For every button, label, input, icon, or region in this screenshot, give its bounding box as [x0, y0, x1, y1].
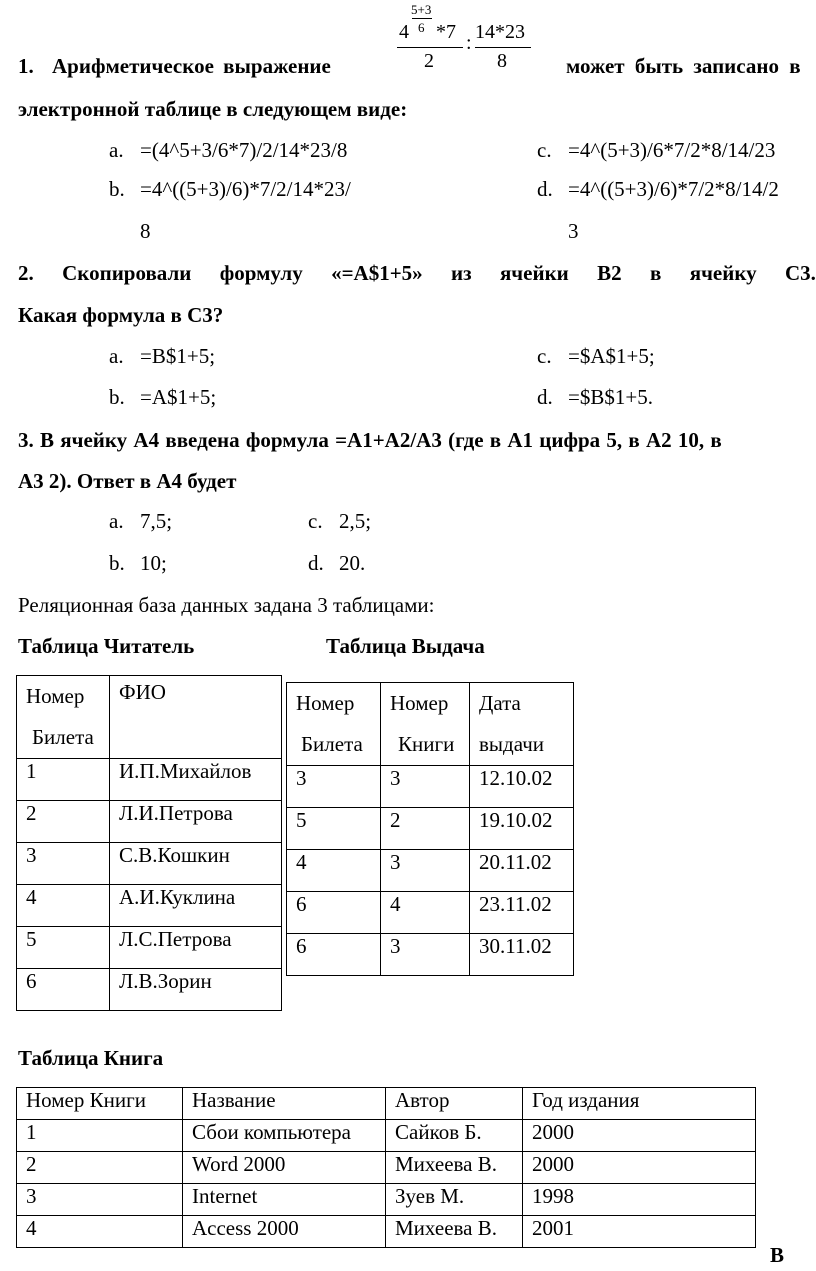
q2-word: Скопировали	[62, 261, 192, 285]
table-cell: А.И.Куклина	[110, 885, 282, 927]
table-cell: 3	[381, 850, 470, 892]
table-cell: 2	[381, 808, 470, 850]
q2-option-c-text: =$A$1+5;	[568, 344, 655, 368]
formula-mul: *7	[436, 21, 456, 43]
header-cell: Год издания	[523, 1088, 756, 1120]
formula-base: 4	[399, 21, 409, 43]
q1-tail: может быть записано в	[566, 54, 801, 78]
q2-word: формулу	[219, 261, 303, 285]
formula-left-den: 2	[424, 50, 434, 72]
header-line: Номер	[390, 691, 449, 715]
table-cell: 4	[287, 850, 381, 892]
q3-option-d-text: 20.	[339, 551, 366, 575]
q3-line1: 3. В ячейку А4 введена формула =А1+А2/А3 (где в А1 цифра 5, в А2 10, в	[18, 428, 722, 452]
q2-option-a-text: =B$1+5;	[140, 344, 216, 368]
table-cell: 2000	[523, 1152, 756, 1184]
issue-table-title: Таблица Выдача	[326, 634, 485, 658]
formula-exp-den: 6	[418, 20, 425, 35]
table-cell: 23.11.02	[470, 892, 574, 934]
q1-option-d-cont: 3	[568, 219, 579, 243]
table-cell: Михеева В.	[386, 1216, 523, 1248]
table-cell: Сбои компьютера	[183, 1120, 386, 1152]
table-row	[17, 927, 282, 969]
q2-option-c-letter: c.	[537, 344, 552, 368]
formula-right-bar	[475, 47, 531, 48]
q1-option-c-text: =4^(5+3)/6*7/2*8/14/23	[568, 138, 776, 162]
q3-option-a-letter: a.	[109, 509, 124, 533]
q2-option-b-letter: b.	[109, 385, 125, 409]
q1-option-b-letter: b.	[109, 177, 125, 201]
table-cell: 1	[17, 1120, 183, 1152]
formula-colon: :	[466, 32, 472, 54]
q2-option-a-letter: a.	[109, 344, 124, 368]
header-cell	[470, 683, 574, 766]
table-row	[17, 969, 282, 1011]
header-line: Номер	[26, 684, 85, 708]
q2-line1	[18, 261, 816, 286]
issue-table	[286, 682, 574, 976]
header-line: Номер	[296, 691, 355, 715]
header-line: Билета	[301, 732, 363, 756]
reader-table	[16, 675, 282, 1011]
header-line: ФИО	[119, 680, 166, 704]
q2-word: ячейки	[499, 261, 569, 285]
q3-option-b-letter: b.	[109, 551, 125, 575]
q2-option-d-letter: d.	[537, 385, 553, 409]
q1-option-b-cont: 8	[140, 219, 151, 243]
table-cell: 2	[17, 801, 110, 843]
table-cell: 4	[17, 1216, 183, 1248]
table-cell: 3	[381, 766, 470, 808]
header-cell	[287, 683, 381, 766]
header-cell: Номер Книги	[17, 1088, 183, 1120]
table-cell: 1	[17, 759, 110, 801]
q2-option-b-text: =A$1+5;	[140, 385, 217, 409]
table-row	[287, 892, 574, 934]
table-cell: 3	[17, 1184, 183, 1216]
table-row	[287, 808, 574, 850]
table-row	[17, 885, 282, 927]
table-cell: Internet	[183, 1184, 386, 1216]
header-cell	[381, 683, 470, 766]
q2-word: B2	[597, 261, 622, 285]
reader-table-title: Таблица Читатель	[18, 634, 195, 658]
table-cell: 2000	[523, 1120, 756, 1152]
table-row	[17, 1152, 756, 1184]
q1-option-b-text: =4^((5+3)/6)*7/2/14*23/	[140, 177, 351, 201]
q1-option-a-letter: a.	[109, 138, 124, 162]
trailing-text: В	[770, 1243, 785, 1267]
q1-lead: Арифметическое выражение	[52, 54, 331, 78]
header-line: Билета	[32, 725, 94, 749]
table-cell: 3	[17, 843, 110, 885]
table-header-row	[17, 676, 282, 759]
header-cell	[110, 676, 282, 759]
table-row	[287, 850, 574, 892]
table-cell: 4	[381, 892, 470, 934]
header-line: Дата	[479, 691, 521, 715]
table-cell: Word 2000	[183, 1152, 386, 1184]
table-header-row	[17, 1088, 756, 1120]
header-cell: Автор	[386, 1088, 523, 1120]
table-row	[17, 843, 282, 885]
table-cell: 2001	[523, 1216, 756, 1248]
q1-option-d-letter: d.	[537, 177, 553, 201]
q2-word: «=A$1+5»	[331, 261, 423, 285]
q1-option-d-text: =4^((5+3)/6)*7/2*8/14/2	[568, 177, 779, 201]
table-cell: 6	[17, 969, 110, 1011]
table-cell: 6	[287, 892, 381, 934]
q2-line2: Какая формула в C3?	[18, 303, 224, 327]
table-row	[17, 801, 282, 843]
table-row	[17, 1216, 756, 1248]
table-cell: 5	[17, 927, 110, 969]
formula-right-den: 8	[497, 50, 507, 72]
q3-option-d-letter: d.	[308, 551, 324, 575]
table-cell: 4	[17, 885, 110, 927]
book-table	[16, 1087, 756, 1248]
table-header-row	[287, 683, 574, 766]
table-cell: Л.В.Зорин	[110, 969, 282, 1011]
table-row	[287, 934, 574, 976]
formula-exp-num: 5+3	[411, 2, 432, 17]
table-cell: 20.11.02	[470, 850, 574, 892]
q3-line2: А3 2). Ответ в А4 будет	[18, 469, 237, 493]
table-cell: Л.С.Петрова	[110, 927, 282, 969]
table-cell: Л.И.Петрова	[110, 801, 282, 843]
book-table-title: Таблица Книга	[18, 1046, 164, 1070]
q2-word: C3.	[785, 261, 816, 285]
table-cell: И.П.Михайлов	[110, 759, 282, 801]
table-cell: С.В.Кошкин	[110, 843, 282, 885]
table-cell: Михеева В.	[386, 1152, 523, 1184]
formula-left-bar	[397, 47, 463, 48]
table-cell: 6	[287, 934, 381, 976]
q3-option-c-letter: c.	[308, 509, 323, 533]
header-line: Книги	[398, 732, 455, 756]
table-cell: 5	[287, 808, 381, 850]
q2-word: ячейку	[689, 261, 757, 285]
intro-text: Реляционная база данных задана 3 таблицами:	[18, 593, 435, 617]
q1-option-a-text: =(4^5+3/6*7)/2/14*23/8	[140, 138, 348, 162]
q1-option-c-letter: c.	[537, 138, 552, 162]
table-row	[17, 1184, 756, 1216]
q2-option-d-text: =$B$1+5.	[568, 385, 653, 409]
formula-right-num: 14*23	[475, 21, 525, 43]
table-cell: 1998	[523, 1184, 756, 1216]
header-cell: Название	[183, 1088, 386, 1120]
table-cell: Зуев М.	[386, 1184, 523, 1216]
table-cell: 30.11.02	[470, 934, 574, 976]
table-row	[287, 766, 574, 808]
q1-line2: электронной таблице в следующем виде:	[18, 97, 408, 121]
table-row	[17, 1120, 756, 1152]
q2-word: в	[650, 261, 662, 285]
table-cell: 3	[287, 766, 381, 808]
q3-option-a-text: 7,5;	[140, 509, 173, 533]
q3-option-c-text: 2,5;	[339, 509, 372, 533]
table-row	[17, 759, 282, 801]
q2-word: 2.	[18, 261, 34, 285]
table-cell: 19.10.02	[470, 808, 574, 850]
formula-exp-bar	[412, 18, 432, 19]
header-line: выдачи	[479, 732, 544, 756]
table-cell: Access 2000	[183, 1216, 386, 1248]
q3-option-b-text: 10;	[140, 551, 167, 575]
table-cell: Сайков Б.	[386, 1120, 523, 1152]
q2-word: из	[451, 261, 472, 285]
header-cell	[17, 676, 110, 759]
table-cell: 3	[381, 934, 470, 976]
q1-number: 1.	[18, 54, 34, 78]
table-cell: 12.10.02	[470, 766, 574, 808]
table-cell: 2	[17, 1152, 183, 1184]
